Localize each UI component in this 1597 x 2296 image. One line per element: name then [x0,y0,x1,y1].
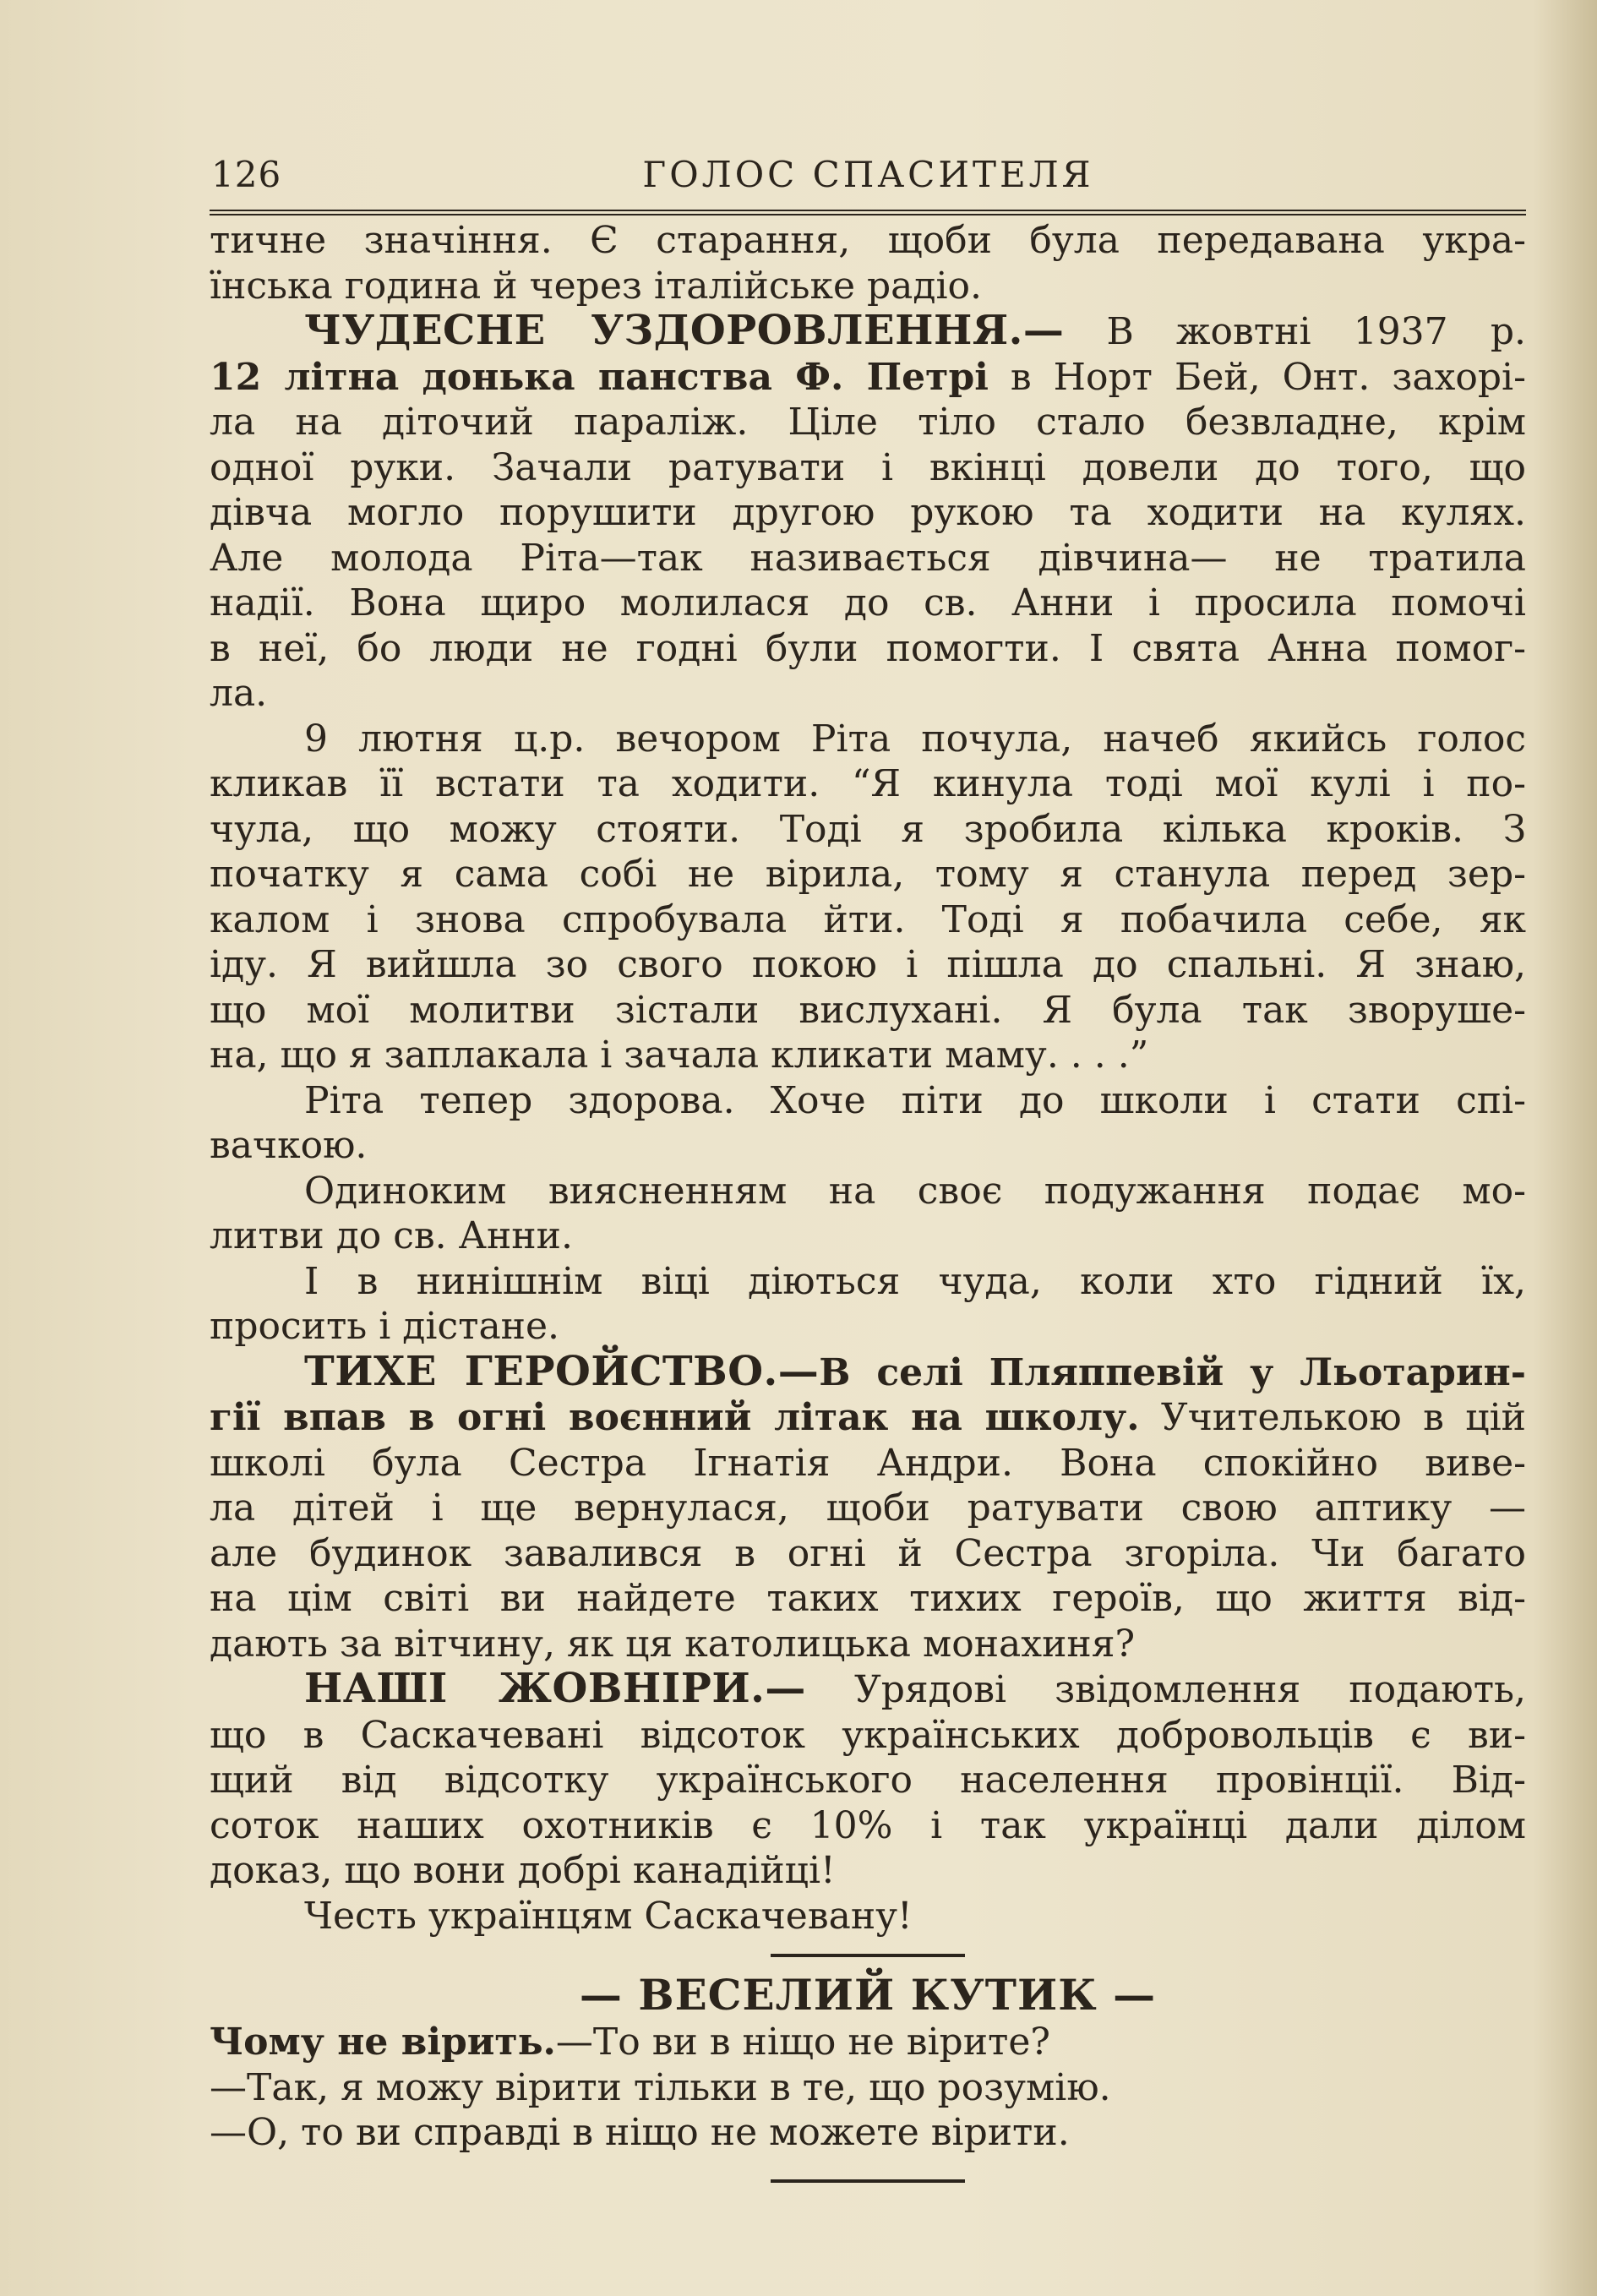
text-line: початку я сама собі не вірила, тому я станула перед зер- [210,853,1526,896]
text-line [210,1395,1526,1441]
text-line: литви до св. Анни. [210,1214,573,1257]
text-run: Урядові звідомлення подають, [805,1668,1526,1711]
text-line: кликав її встати та ходити. “Я кинула тоді мої кулі і по- [210,762,1526,805]
text-line [210,355,1526,401]
article-heading: ЧУДЕСНЕ УЗДОРОВЛЕННЯ.— [304,307,1065,354]
text-line: щий від відсотку українського населення провінції. Від- [210,1759,1526,1802]
header-rule [210,210,1526,215]
text-line: на, що я заплакала і зачала кликати маму. . . .” [210,1033,1149,1077]
article-heroism [210,1347,1527,1667]
intro-paragraph [210,218,1526,308]
humor-section-title: — ВЕСЕЛИЙ КУТИК — [579,1970,1157,2020]
text-line: Але молода Ріта—так називається дівчина— не тратила [210,536,1526,580]
text-line: соток наших охотників є 10% і так українці дали ділом [210,1803,1526,1847]
text-line: на цім світі ви найдете таких тихих героїв, що життя від- [210,1577,1526,1620]
text-line: І в нинішнім віці діються чуда, коли хто гідний їх, [304,1259,1526,1303]
text-line: дають за вітчину, як ця католицька монахиня? [210,1622,1136,1666]
text-line: одної руки. Зачали ратувати і вкінці довели до того, що [210,445,1526,489]
text-line: Одиноким виясненням на своє подужання подає мо- [304,1169,1526,1213]
joke [210,2020,1526,2156]
text-line: дівча могло порушити другою рукою та ходити на кулях. [210,491,1526,534]
text-line: просить і дістане. [210,1305,560,1348]
text-line: тичне значіння. Є старання, щоби була передавана укра- [210,219,1526,262]
article-soldiers [210,1666,1526,1894]
joke-title: Чому не вірить. [210,2021,556,2064]
text-line: школі була Сестра Ігнатія Андри. Вона спокійно виве- [210,1441,1526,1485]
article-soldiers-closing [210,1894,1526,1939]
running-title: ГОЛОС СПАСИТЕЛЯ [642,154,1094,195]
page-header [211,154,1525,205]
end-divider [771,2179,965,2183]
text-run: Учителькою в цій [1139,1396,1526,1439]
article-miracle [210,308,1526,717]
text-line: 9 лютня ц.р. вечором Ріта почула, начеб якийсь голос [304,717,1526,761]
text-line: Ріта тепер здорова. Хоче піти до школи і стати спі- [304,1078,1526,1122]
bold-phrase: 12 літна донька панства Ф. Петрі [210,355,989,399]
text-line [210,308,1526,355]
text-run: —То ви в ніщо не вірите? [555,2021,1050,2064]
text-line: Честь українцям Саскачевану! [304,1894,913,1938]
text-line: чула, що можу стояти. Тоді я зробила кілька кроків. З [210,807,1526,851]
text-run: В жовтні 1937 р. [1064,310,1526,353]
text-run: в Норт Бей, Онт. захорі- [988,355,1526,399]
text-line: доказ, що вони добрі канадійці! [210,1849,836,1892]
text-line: —Так, я можу вірити тільки в те, що розумію. [210,2065,1111,2109]
text-line [210,2020,1526,2065]
text-line: ла на діточий параліж. Ціле тіло стало безвладне, крім [210,401,1526,444]
text-line: вачкою. [210,1124,368,1167]
text-line [210,1347,1527,1396]
text-line: —О, то ви справді в ніщо не можете вірити. [210,2111,1070,2154]
bold-phrase: гії впав в огні воєнний літак на школу. [210,1396,1140,1439]
text-line [210,1666,1526,1713]
text-line: в неї, бо люди не годні були помогти. І свята Анна помог- [210,626,1526,670]
text-line: але будинок завалився в огні й Сестра згоріла. Чи багато [210,1531,1526,1575]
article-miracle-p2 [210,717,1526,1078]
article-miracle-p4 [210,1169,1526,1259]
article-miracle-p3 [210,1078,1526,1169]
page-body [210,218,1526,2183]
text-line: ла дітей і ще вернулася, щоби ратувати свою аптику — [210,1486,1526,1530]
page-number: 126 [211,154,282,195]
bold-phrase: В селі Пляппевій у Льотарин- [819,1350,1527,1394]
text-line: іду. Я вийшла зо свого покою і пішла до спальні. Я знаю, [210,943,1526,986]
section-divider [771,1954,965,1957]
text-line: ла. [210,672,268,715]
article-miracle-p5 [210,1259,1526,1350]
article-heading: ТИХЕ ГЕРОЙСТВО.— [304,1347,820,1395]
text-line: що в Саскачевані відсоток українських добровольців є ви- [210,1713,1526,1757]
text-line: калом і знова спробувала йти. Тоді я побачила себе, як [210,897,1526,941]
text-line: їнська година й через італійське радіо. [210,264,983,308]
text-line: надії. Вона щиро молилася до св. Анни і просила помочі [210,581,1526,624]
text-line: що мої молитви зістали вислухані. Я була так зворуше- [210,988,1526,1032]
article-heading: НАШІ ЖОВНІРИ.— [304,1665,806,1712]
